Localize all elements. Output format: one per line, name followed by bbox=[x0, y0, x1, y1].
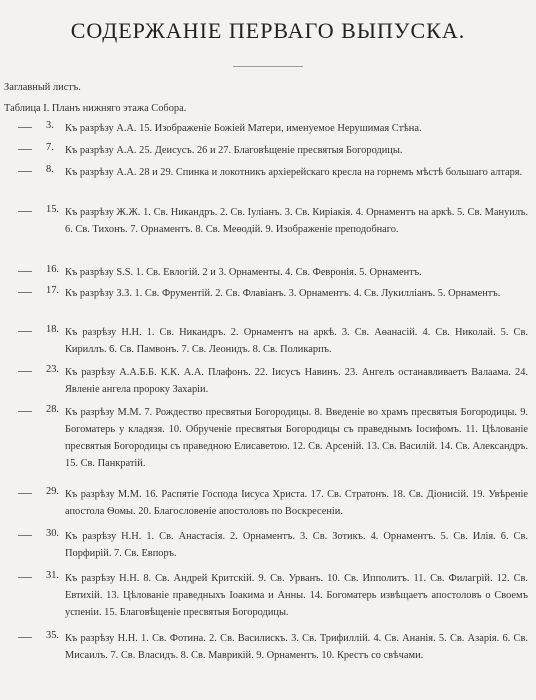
entry-number: 18. bbox=[46, 324, 59, 335]
entry-dash bbox=[18, 211, 32, 212]
entry-text: Къ разрѣзу Н.Н. 8. Св. Андрей Критскій. 9. Св. Урванъ. 10. Св. Ипполитъ. 11. Св. Филагрій. 12. Св. Евтихій. 13. Цѣлованіе праведныхъ Іоакима и Анны. 14. Богоматерь извѣщаетъ апостоловъ о Своемъ успеніи. 15. Благовѣщеніе пресвятыя Богородицы. bbox=[65, 573, 528, 618]
entry-text: Къ разрѣзу Н.Н. 1. Св. Никандръ. 2. Орнаментъ на аркѣ. 3. Св. Аѳанасій. 4. Св. Николай. 5. Св. Кириллъ. 6. Св. Памвонъ. 7. Св. Леонидъ. 8. Св. Поликарпъ. bbox=[65, 327, 528, 355]
entry-number: 8. bbox=[46, 164, 54, 175]
entry-text: Къ разрѣзу Ѕ.Ѕ. 1. Св. Евлогій. 2 и 3. Орнаменты. 4. Св. Февронія. 5. Орнаментъ. bbox=[65, 267, 422, 278]
entry-number: 17. bbox=[46, 285, 59, 296]
entry-dash bbox=[18, 577, 32, 578]
entry-dash bbox=[18, 371, 32, 372]
entry-number: 28. bbox=[46, 404, 59, 415]
entry-number: 31. bbox=[46, 570, 59, 581]
entry-dash bbox=[18, 637, 32, 638]
entry-text: Къ разрѣзу А.А. 28 и 29. Спинка и локотникъ архіерейскаго кресла на горнемъ мѣстѣ большаго алтаря. bbox=[65, 167, 523, 178]
entry-dash bbox=[18, 535, 32, 536]
entry-number: 16. bbox=[46, 264, 59, 275]
entry-number: 30. bbox=[46, 528, 59, 539]
entry-dash bbox=[18, 271, 32, 272]
page-title: СОДЕРЖАНІЕ ПЕРВАГО ВЫПУСКА. bbox=[70, 18, 466, 43]
entry-dash bbox=[18, 127, 32, 128]
entry-dash bbox=[18, 493, 32, 494]
entry-dash bbox=[18, 149, 32, 150]
header-line-title-sheet: Заглавный листъ. bbox=[4, 82, 81, 93]
entry-text: Къ разрѣзу М.М. 7. Рождество пресвятыя Богородицы. 8. Введеніе во храмъ пресвятыя Богородицы. 9. Богоматерь у кладязя. 10. Обрученіе пресвятыя Богородицы съ праведнымъ Іосифомъ. 11. Цѣлованіе пресвятыя Богородицы съ праведною Елисаветою. 12. Св. Арсеній. 13. Св. Василій. 14. Св. Александръ. 15. Св. Панкратій. bbox=[65, 407, 528, 469]
entry-text: Къ разрѣзу М.М. 16. Распятіе Господа Іисуса Христа. 17. Св. Стратонъ. 18. Св. Діонисій. 19. Увѣреніе апостола Ѳомы. 20. Благословеніе апостоловъ по Воскресеніи. bbox=[65, 489, 528, 517]
entry-number: 23. bbox=[46, 364, 59, 375]
entry-number: 15. bbox=[46, 204, 59, 215]
entry-text: Къ разрѣзу А.А. 15. Изображеніе Божіей Матери, именуемое Нерушимая Стѣна. bbox=[65, 123, 422, 134]
entry-dash bbox=[18, 331, 32, 332]
entry-text: Къ разрѣзу З.З. 1. Св. Фрументій. 2. Св. Флавіанъ. 3. Орнаментъ. 4. Св. Лукилліанъ. 5. Орнаментъ. bbox=[65, 288, 501, 299]
entry-text: Къ разрѣзу Ж.Ж. 1. Св. Никандръ. 2. Св. Іуліанъ. 3. Св. Киріакія. 4. Орнаментъ на аркѣ. 5. Св. Мануилъ. 6. Св. Тихонъ. 7. Орнаментъ. 8. Св. Меѳодій. 9. Изображеніе преподобнаго. bbox=[65, 207, 528, 235]
entry-text: Къ разрѣзу Н.Н. 1. Св. Фотина. 2. Св. Василискъ. 3. Св. Трифиллій. 4. Св. Ананія. 5. Св. Азарія. 6. Св. Мисаилъ. 7. Св. Власидъ. 8. Св. Маврикій. 9. Орнаментъ. 10. Крестъ со свѣчами. bbox=[65, 633, 528, 661]
entry-text: Къ разрѣзу А.А. 25. Деисусъ. 26 и 27. Благовѣщеніе пресвятыя Богородицы. bbox=[65, 145, 403, 156]
entry-dash bbox=[18, 171, 32, 172]
entry-dash bbox=[18, 292, 32, 293]
entry-number: 3. bbox=[46, 120, 54, 131]
header-line-table-1: Таблица I. Планъ нижняго этажа Собора. bbox=[4, 103, 187, 114]
entry-text: Къ разрѣзу Н.Н. 1. Св. Анастасія. 2. Орнаментъ. 3. Св. Зотикъ. 4. Орнаментъ. 5. Св. Илія. 6. Св. Порфирій. 7. Св. Евпоръ. bbox=[65, 531, 528, 559]
entry-text: Къ разрѣзу А.А.Б.Б. К.К. А.А. Плафонъ. 22. Іисусъ Навинъ. 23. Ангелъ останавливаетъ Валаама. 24. Явленіе ангела пророку Захаріи. bbox=[65, 367, 528, 395]
entry-number: 35. bbox=[46, 630, 59, 641]
title-divider bbox=[233, 66, 303, 67]
entry-dash bbox=[18, 411, 32, 412]
entry-number: 29. bbox=[46, 486, 59, 497]
entry-number: 7. bbox=[46, 142, 54, 153]
